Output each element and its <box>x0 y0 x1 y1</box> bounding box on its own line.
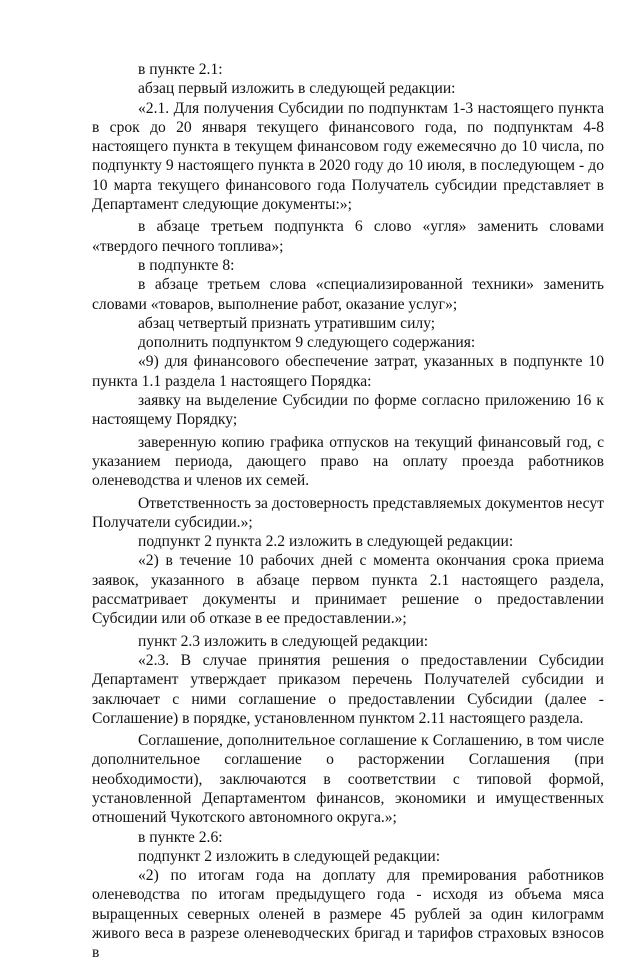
paragraph-2: абзац первый изложить в следующей редакции: <box>138 80 456 98</box>
paragraph-10: заявку на выделение Субсидии по форме согласно приложению 16 к настоящему Порядку; <box>92 392 604 429</box>
paragraph-12: Ответственность за достоверность представляемых документов несут Получатели субсидии.»; <box>92 494 604 531</box>
paragraph-8: дополнить подпунктом 9 следующего содержания: <box>138 334 476 352</box>
paragraph-9: «9) для финансового обеспечение затрат, указанных в подпункте 10 пункта 1.1 раздела 1 настоящего Порядка: <box>92 353 604 390</box>
document-body <box>92 60 604 963</box>
paragraph-5: в подпункте 8: <box>138 256 235 274</box>
paragraph-14: «2) в течение 10 рабочих дней с момента окончания срока приема заявок, указанного в абзаце первом пункта 2.1 настоящего раздела, рассматривает документы и принимает решение о предоставлении Субсидии или об отказе в ее предоставлении.»; <box>92 552 604 628</box>
paragraph-18: в пункте 2.6: <box>138 828 223 846</box>
paragraph-20: «2) по итогам года на доплату для премирования работников оленеводства по итогам предыдущего года - исходя из объема мяса выращенных северных оленей в размере 45 рублей за один килограмм живого веса в разрезе оленеводческих бригад и тарифов страховых взносов в <box>92 867 604 962</box>
paragraph-6: в абзаце третьем слова «специализированной техники» заменить словами «товаров, выполнение работ, оказание услуг»; <box>92 276 604 313</box>
paragraph-3: «2.1. Для получения Субсидии по подпунктам 1-3 настоящего пункта в срок до 20 января текущего финансового года, по подпунктам 4-8 настоящего пункта в текущем финансовом году ежемесячно до 10 числа, по подпункту 9 настоящего пункта в 2020 году до 10 июля, в последующем - до 10 марта текущего финансового года Получатель субсидии представляет в Департамент следующие документы:»; <box>92 99 604 214</box>
paragraph-1: в пункте 2.1: <box>138 61 223 78</box>
paragraph-15: пункт 2.3 изложить в следующей редакции: <box>138 632 429 650</box>
paragraph-4: в абзаце третьем подпункта 6 слово «угля» заменить словами «твердого печного топлива»; <box>92 218 604 255</box>
paragraph-11: заверенную копию графика отпусков на текущий финансовый год, с указанием периода, дающего право на оплату проезда работников оленеводства и членов их семей. <box>92 433 604 490</box>
paragraph-16: «2.3. В случае принятия решения о предоставлении Субсидии Департамент утверждает приказом перечень Получателей субсидии и заключает с ними соглашение о предоставлении Субсидии (далее - Соглашение) в порядке, установленном пунктом 2.11 настоящего раздела. <box>92 651 604 727</box>
paragraph-17: Соглашение, дополнительное соглашение к Соглашению, в том числе дополнительное соглашение о расторжении Соглашения (при необходимости), заключаются в соответствии с типовой формой, установленной Департаментом финансов, экономики и имущественных отношений Чукотского автономного округа.»; <box>92 732 604 827</box>
paragraph-7: абзац четвертый признать утратившим силу; <box>138 314 436 332</box>
paragraph-19: подпункт 2 изложить в следующей редакции: <box>138 847 441 865</box>
paragraph-13: подпункт 2 пункта 2.2 изложить в следующей редакции: <box>138 533 514 551</box>
